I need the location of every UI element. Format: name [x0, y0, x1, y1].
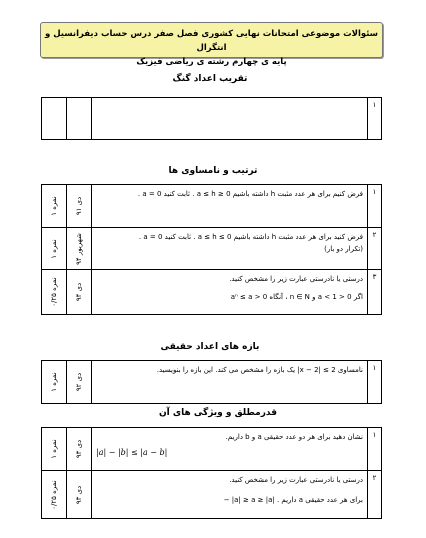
- question-line: فرض کنید برای هر عدد مثبت h داشته باشیم a ≤ h ≤ 0 . ثابت کنید a = 0 .: [138, 233, 363, 241]
- question-number: ۳: [368, 270, 382, 315]
- exam-date: دی ۹۴: [75, 282, 83, 302]
- section-title-irrational: تقریب اعداد گنگ: [172, 74, 248, 84]
- exam-date: دی ۹۳: [75, 439, 83, 459]
- section-irrational-table: [41, 97, 382, 140]
- document-header: [40, 22, 383, 67]
- score-cell: [42, 471, 67, 519]
- exam-date: دی ۹۳: [75, 485, 83, 504]
- question-line-2: اگر 0 < a < 1 و n ∈ N ، آنگاه 0 < aⁿ ≤ a: [230, 293, 363, 301]
- score-label: ۰/۲۵ نمره: [50, 479, 58, 510]
- section-absolute-value-table: [41, 427, 382, 519]
- question-line-2: برای هر عدد حقیقی a داریم . |a| ≥ a ≥ |a| −: [223, 496, 363, 504]
- question-line: نشان دهید برای هر دو عدد حقیقی a و b داریم.: [225, 433, 363, 441]
- date-cell: [67, 428, 92, 471]
- date-cell: [67, 471, 92, 519]
- question-text: [92, 471, 368, 519]
- score-cell: [42, 270, 67, 315]
- date-cell: [67, 185, 92, 228]
- question-text: [92, 428, 368, 471]
- question-text: [92, 228, 368, 270]
- score-cell: [42, 185, 67, 228]
- question-text: فرض کنیم برای هر عدد مثبت h داشته باشیم 0 ≤ a ≤ h . ثابت کنید a = 0 .: [92, 185, 368, 228]
- question-text: [92, 98, 368, 140]
- score-label: ۰/۲۵ نمره: [50, 277, 58, 307]
- score-label: ۱ نمره: [50, 439, 58, 459]
- exam-date: شهریور ۹۴: [75, 232, 83, 265]
- section-intervals-table: [41, 360, 382, 404]
- question-number: ۲: [368, 471, 382, 519]
- score-label: ۱ نمره: [50, 372, 58, 392]
- section-title-absolute-value: قدرمطلق و ویژگی های آن: [158, 408, 278, 418]
- date-cell: [67, 361, 92, 404]
- question-number: ۱: [368, 98, 382, 140]
- question-number: ۲: [368, 228, 382, 270]
- section-inequalities-table: [41, 184, 382, 315]
- score-cell: [42, 428, 67, 471]
- section-title-inequalities: ترتیب و نامساوی ها: [168, 166, 258, 176]
- score-label: ۱ نمره: [50, 238, 58, 259]
- question-line: درستی یا نادرستی عبارت زیر را مشخص کنید.: [229, 275, 363, 283]
- question-text: نامساوی 2 ≥ |x − 2| یک بازه را مشخص می کند. این بازه را بنویسید.: [92, 361, 368, 404]
- formula: |a| − |b| ≤ |a − b|: [96, 448, 168, 457]
- score-cell: [42, 361, 67, 404]
- header-line-2: پایه ی چهارم رشته ی ریاضی فیزیک: [136, 57, 287, 67]
- header-line-1: سئوالات موضوعی امتحانات نهایی کشوری فصل صفر درس حساب دیفرانسیل و انتگرال: [44, 29, 379, 53]
- question-number: ۱: [368, 361, 382, 404]
- score-cell: [42, 98, 67, 140]
- date-cell: [67, 98, 92, 140]
- exam-date: دی ۹۲: [75, 372, 83, 392]
- date-cell: [67, 228, 92, 270]
- question-number: ۱: [368, 428, 382, 471]
- date-cell: [67, 270, 92, 315]
- score-label: ۱ نمره: [50, 196, 58, 216]
- score-cell: [42, 228, 67, 270]
- section-title-intervals: بازه های اعداد حقیقی: [160, 342, 260, 352]
- question-text: [92, 270, 368, 315]
- question-note: (تکرار دو بار): [324, 245, 363, 253]
- question-number: ۱: [368, 185, 382, 228]
- exam-date: دی ۹۱: [75, 196, 83, 216]
- question-line: درستی یا نادرستی عبارت زیر را مشخص کنید.: [229, 476, 363, 484]
